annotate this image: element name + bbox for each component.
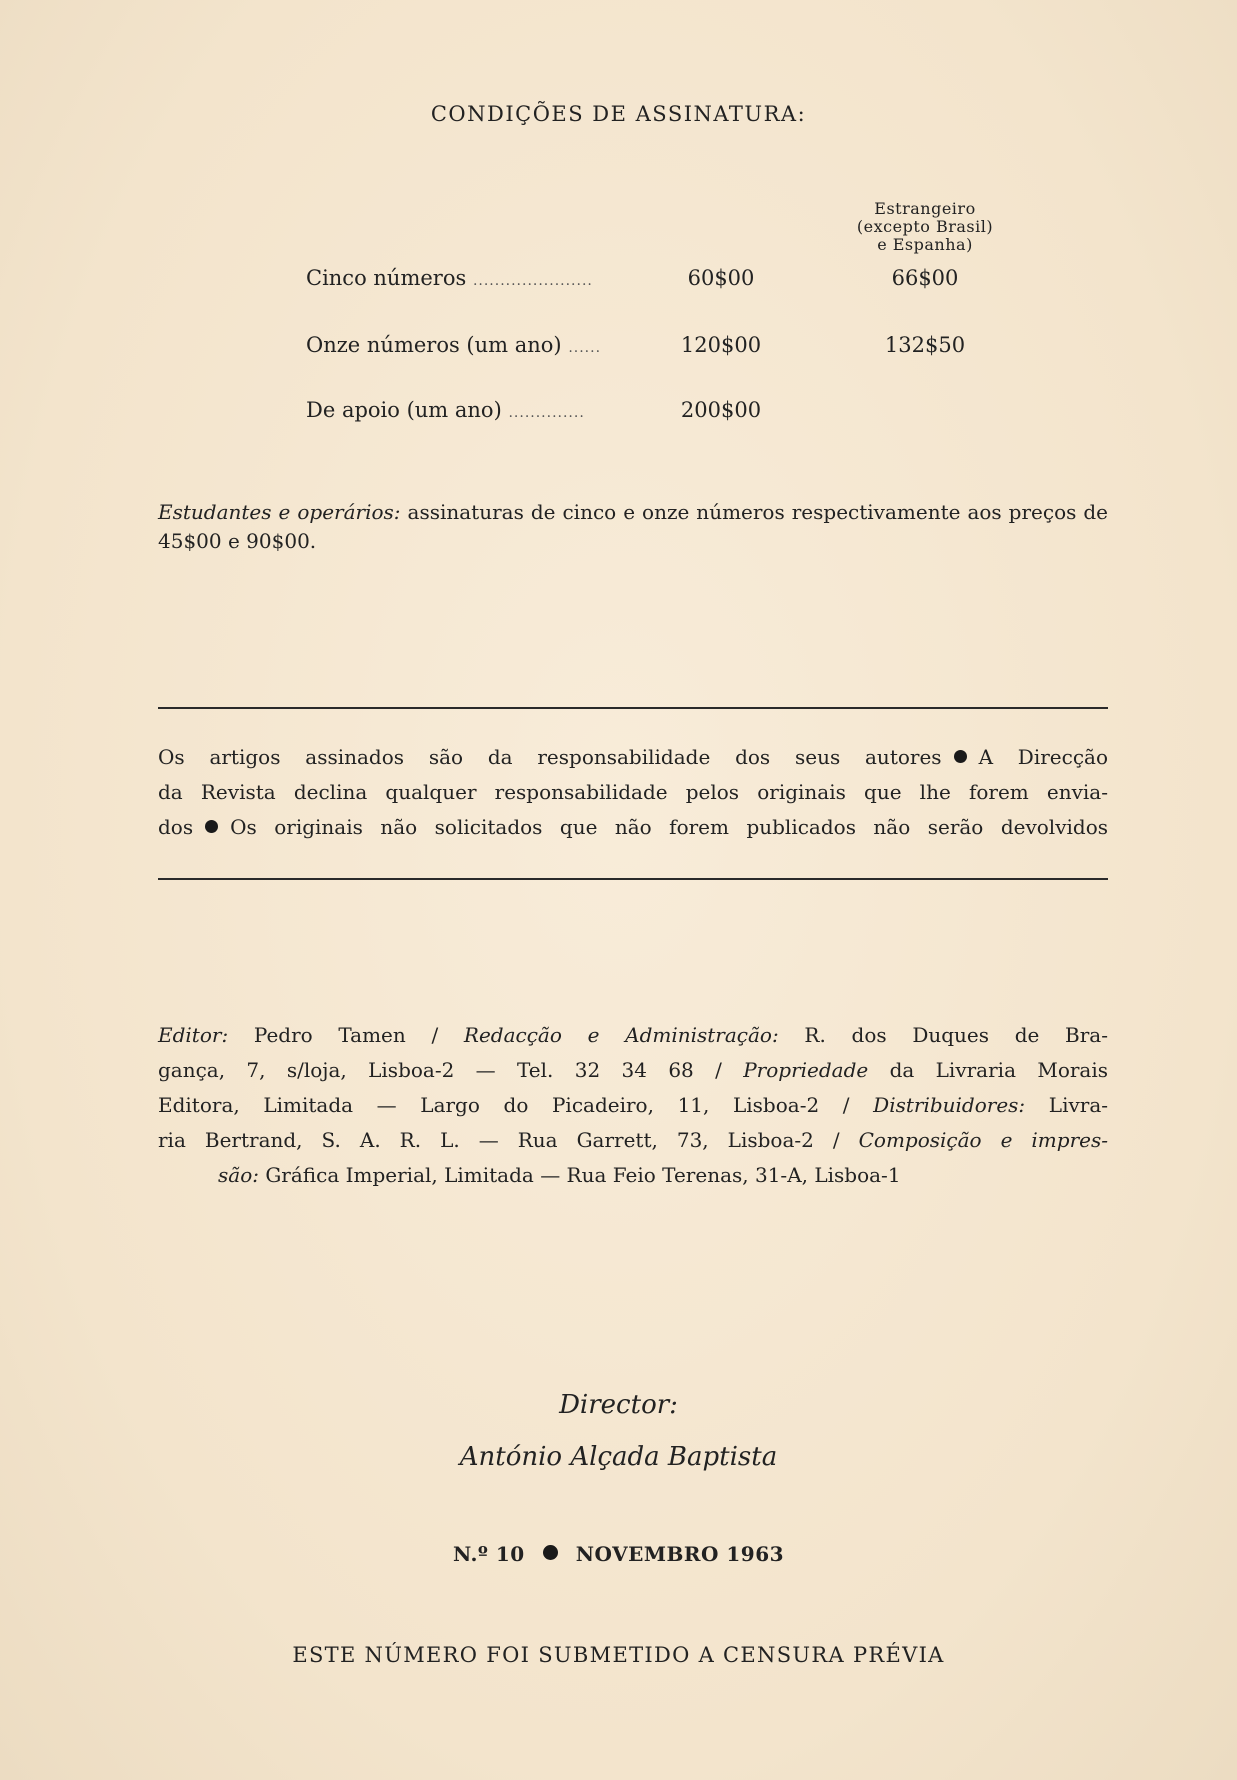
imprint-line: Editora, Limitada — Largo do Picadeiro, 11, Lisboa-2 / Distribuidores: Livra- <box>158 1093 1109 1117</box>
imprint-paragraph <box>158 1018 1108 1193</box>
bullet <box>954 750 967 763</box>
price-row-label: Onze números (um ano) ...... <box>306 333 602 357</box>
bullet <box>205 820 218 833</box>
price-row-label: Cinco números ...................... <box>306 266 593 290</box>
foreign-column-header <box>820 200 1030 254</box>
notice-paragraph <box>158 740 1108 845</box>
price-national: 120$00 <box>680 333 762 357</box>
bullet <box>543 1545 558 1560</box>
notice-line: da Revista declina qualquer responsabilidade pelos originais que lhe forem envia- <box>158 780 1108 804</box>
price-foreign: 66$00 <box>891 266 959 290</box>
price-national: 60$00 <box>687 266 755 290</box>
price-row-label: De apoio (um ano) .............. <box>306 398 585 422</box>
price-row <box>306 266 1026 296</box>
divider <box>158 707 1108 709</box>
foreign-header-line: (excepto Brasil) <box>856 217 994 236</box>
notice-line: dos Os originais não solicitados que não forem publicados não serão devolvidos <box>158 815 1108 839</box>
issue-line <box>0 1542 1237 1566</box>
price-national: 200$00 <box>680 398 762 422</box>
imprint-line: são: Gráfica Imperial, Limitada — Rua Feio Terenas, 31-A, Lisboa-1 <box>218 1163 901 1187</box>
issue-date: NOVEMBRO 1963 <box>575 1542 785 1566</box>
imprint-line: ria Bertrand, S. A. R. L. — Rua Garrett, 73, Lisboa-2 / Composição e impres- <box>158 1128 1108 1152</box>
imprint-line: Editor: Pedro Tamen / Redacção e Administração: R. dos Duques de Bra- <box>158 1023 1108 1047</box>
imprint-line: gança, 7, s/loja, Lisboa-2 — Tel. 32 34 68 / Propriedade da Livraria Morais <box>158 1058 1108 1082</box>
censorship-note: ESTE NÚMERO FOI SUBMETIDO A CENSURA PRÉVIA <box>292 1643 945 1667</box>
price-foreign: 132$50 <box>884 333 966 357</box>
foreign-header-line: e Espanha) <box>877 235 973 254</box>
page-title: CONDIÇÕES DE ASSINATURA: <box>430 102 807 126</box>
director-label: Director: <box>559 1390 678 1420</box>
students-text: assinaturas de cinco e onze números respectivamente aos preços de 45$00 e 90$00. <box>158 500 1109 553</box>
price-row <box>306 333 1026 363</box>
foreign-header-line: Estrangeiro <box>874 199 976 218</box>
notice-line: Os artigos assinados são da responsabilidade dos seus autores A Direcção <box>158 745 1108 769</box>
issue-number: N.º 10 <box>452 1542 525 1566</box>
students-paragraph <box>158 498 1108 556</box>
divider <box>158 878 1108 880</box>
students-lead: Estudantes e operários: <box>158 500 401 524</box>
price-row <box>306 398 1026 428</box>
director-name: António Alçada Baptista <box>459 1442 778 1472</box>
